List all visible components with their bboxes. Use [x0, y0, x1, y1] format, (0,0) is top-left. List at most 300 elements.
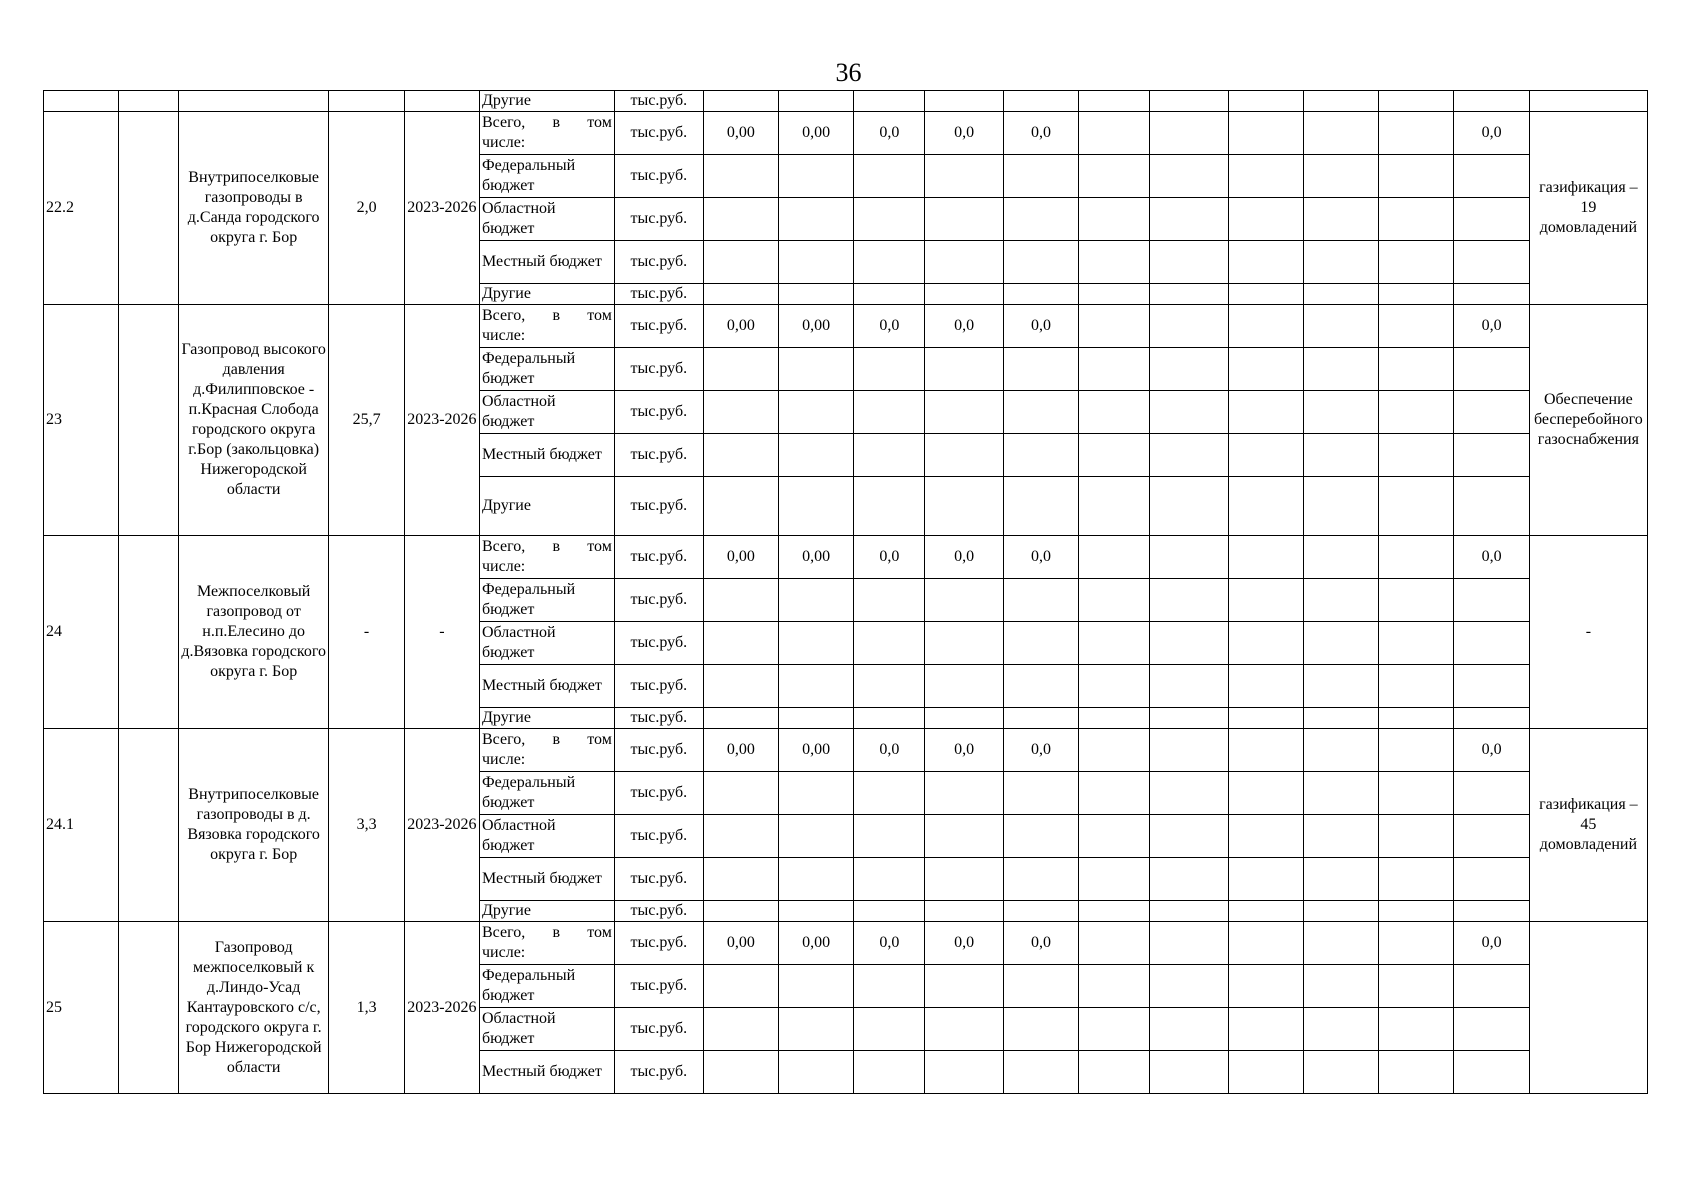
empty-cell — [1150, 665, 1228, 708]
empty-cell — [703, 858, 778, 901]
empty-cell — [1379, 241, 1454, 284]
source-label: Всего, в том числе: — [480, 922, 615, 965]
unit-cell: тыс.руб. — [614, 155, 703, 198]
empty-cell — [779, 965, 854, 1008]
empty-cell — [1454, 348, 1529, 391]
empty-cell — [1228, 536, 1303, 579]
empty-cell — [1079, 708, 1150, 729]
empty-cell — [1379, 858, 1454, 901]
empty-cell — [925, 815, 1003, 858]
empty-cell — [703, 155, 778, 198]
empty-cell — [1454, 91, 1529, 112]
empty-cell — [1150, 729, 1228, 772]
table-row — [44, 112, 1648, 155]
empty-cell — [1003, 1008, 1078, 1051]
unit-cell: тыс.руб. — [614, 1008, 703, 1051]
object-period: 2023-2026 — [404, 305, 479, 536]
empty-cell — [854, 1051, 925, 1094]
empty-cell — [1303, 901, 1378, 922]
empty-cell — [1003, 772, 1078, 815]
empty-cell — [779, 284, 854, 305]
source-label: Местный бюджет — [480, 858, 615, 901]
object-name: Межпоселковый газопровод от н.п.Елесино до д.Вязовка городского округа г. Бор — [178, 536, 329, 729]
empty-cell — [925, 477, 1003, 536]
empty-cell — [1003, 477, 1078, 536]
empty-cell — [1454, 901, 1529, 922]
object-result: газификация – 19 домовладений — [1529, 112, 1647, 305]
unit-cell: тыс.руб. — [614, 772, 703, 815]
empty-cell — [1303, 1051, 1378, 1094]
empty-cell — [1454, 1051, 1529, 1094]
empty-cell — [1379, 622, 1454, 665]
source-label: Федеральный бюджет — [480, 155, 615, 198]
empty-cell — [703, 434, 778, 477]
empty-cell — [1228, 305, 1303, 348]
unit-cell: тыс.руб. — [614, 348, 703, 391]
unit-cell: тыс.руб. — [614, 1051, 703, 1094]
empty-cell — [779, 155, 854, 198]
empty-cell — [1454, 665, 1529, 708]
empty-cell — [1003, 965, 1078, 1008]
empty-cell — [1379, 922, 1454, 965]
empty-cell — [925, 708, 1003, 729]
empty-cell — [1379, 901, 1454, 922]
empty-cell — [1079, 815, 1150, 858]
empty-cell — [1150, 815, 1228, 858]
empty-cell — [703, 708, 778, 729]
object-length: 3,3 — [329, 729, 404, 922]
source-label: Областной бюджет — [480, 198, 615, 241]
empty-cell — [1303, 922, 1378, 965]
empty-cell — [703, 579, 778, 622]
value-cell: 0,0 — [1454, 729, 1529, 772]
table-row — [44, 922, 1648, 965]
source-label: Другие — [480, 284, 615, 305]
empty-cell — [1303, 665, 1378, 708]
empty-cell — [1379, 1051, 1454, 1094]
empty-cell — [854, 434, 925, 477]
source-label: Всего, в том числе: — [480, 305, 615, 348]
value-cell: 0,0 — [1003, 536, 1078, 579]
empty-cell — [1150, 901, 1228, 922]
object-result: Обеспечение бесперебойного газоснабжения — [1529, 305, 1647, 536]
empty-cell — [779, 901, 854, 922]
table-row — [44, 305, 1648, 348]
empty-cell — [1379, 665, 1454, 708]
value-cell: 0,00 — [703, 305, 778, 348]
empty-cell — [1228, 901, 1303, 922]
source-label: Федеральный бюджет — [480, 348, 615, 391]
empty-cell — [1150, 348, 1228, 391]
empty-cell — [119, 729, 179, 922]
empty-cell — [1379, 729, 1454, 772]
empty-cell — [703, 1051, 778, 1094]
empty-cell — [1303, 536, 1378, 579]
empty-cell — [1228, 815, 1303, 858]
source-label: Всего, в том числе: — [480, 112, 615, 155]
empty-cell — [779, 91, 854, 112]
empty-cell — [1003, 901, 1078, 922]
empty-cell — [1003, 665, 1078, 708]
source-label: Всего, в том числе: — [480, 729, 615, 772]
empty-cell — [1454, 772, 1529, 815]
empty-cell — [1150, 155, 1228, 198]
source-label: Федеральный бюджет — [480, 579, 615, 622]
empty-cell — [1150, 579, 1228, 622]
empty-cell — [703, 391, 778, 434]
empty-cell — [1079, 579, 1150, 622]
empty-cell — [1454, 965, 1529, 1008]
empty-cell — [1303, 1008, 1378, 1051]
empty-cell — [1303, 815, 1378, 858]
empty-cell — [1150, 622, 1228, 665]
empty-cell — [1379, 198, 1454, 241]
object-number: 24 — [44, 536, 119, 729]
empty-cell — [1003, 1051, 1078, 1094]
value-cell: 0,0 — [925, 305, 1003, 348]
source-label: Местный бюджет — [480, 434, 615, 477]
object-name: Газопровод межпоселковый к д.Линдо-Усад Кантауровского с/с, городского округа г. Бор Нижегородской области — [178, 922, 329, 1094]
object-period: - — [404, 536, 479, 729]
value-cell: 0,00 — [703, 922, 778, 965]
empty-cell — [1228, 622, 1303, 665]
value-cell: 0,0 — [854, 112, 925, 155]
empty-cell — [1228, 1051, 1303, 1094]
empty-cell — [1454, 708, 1529, 729]
empty-cell — [779, 241, 854, 284]
investment-table — [43, 90, 1648, 1094]
empty-cell — [1228, 858, 1303, 901]
empty-cell — [779, 348, 854, 391]
unit-cell: тыс.руб. — [614, 579, 703, 622]
empty-cell — [1303, 579, 1378, 622]
empty-cell — [703, 815, 778, 858]
empty-cell — [925, 901, 1003, 922]
value-cell: 0,0 — [1003, 112, 1078, 155]
empty-cell — [779, 1051, 854, 1094]
unit-cell: тыс.руб. — [614, 729, 703, 772]
empty-cell — [1150, 241, 1228, 284]
empty-cell — [1228, 198, 1303, 241]
empty-cell — [854, 708, 925, 729]
empty-cell — [1150, 772, 1228, 815]
object-period: 2023-2026 — [404, 112, 479, 305]
empty-cell — [1228, 477, 1303, 536]
empty-cell — [1150, 708, 1228, 729]
empty-cell — [925, 241, 1003, 284]
empty-cell — [1003, 579, 1078, 622]
empty-cell — [1228, 729, 1303, 772]
empty-cell — [1150, 1051, 1228, 1094]
value-cell: 0,00 — [779, 729, 854, 772]
empty-cell — [1003, 622, 1078, 665]
empty-cell — [1150, 858, 1228, 901]
empty-cell — [1379, 772, 1454, 815]
empty-cell — [703, 241, 778, 284]
empty-cell — [925, 434, 1003, 477]
empty-cell — [925, 772, 1003, 815]
empty-cell — [779, 477, 854, 536]
empty-cell — [854, 965, 925, 1008]
empty-cell — [1079, 198, 1150, 241]
unit-cell: тыс.руб. — [614, 284, 703, 305]
empty-cell — [1303, 622, 1378, 665]
unit-cell: тыс.руб. — [614, 434, 703, 477]
empty-cell — [1079, 858, 1150, 901]
empty-cell — [119, 536, 179, 729]
unit-cell: тыс.руб. — [614, 708, 703, 729]
empty-cell — [854, 772, 925, 815]
source-label: Другие — [480, 477, 615, 536]
empty-cell — [779, 858, 854, 901]
empty-cell — [1150, 198, 1228, 241]
empty-cell — [703, 665, 778, 708]
value-cell: 0,00 — [779, 536, 854, 579]
object-length: 2,0 — [329, 112, 404, 305]
empty-cell — [1150, 922, 1228, 965]
source-label: Всего, в том числе: — [480, 536, 615, 579]
value-cell: 0,0 — [925, 112, 1003, 155]
empty-cell — [1379, 579, 1454, 622]
empty-cell — [1228, 922, 1303, 965]
value-cell: 0,0 — [1454, 536, 1529, 579]
object-result — [1529, 922, 1647, 1094]
empty-cell — [1454, 579, 1529, 622]
empty-cell — [925, 91, 1003, 112]
empty-cell — [1079, 284, 1150, 305]
object-number: 24.1 — [44, 729, 119, 922]
empty-cell — [1454, 391, 1529, 434]
value-cell: 0,0 — [925, 536, 1003, 579]
empty-cell — [703, 772, 778, 815]
object-number: 25 — [44, 922, 119, 1094]
empty-cell — [779, 815, 854, 858]
empty-cell — [1003, 91, 1078, 112]
empty-cell — [1303, 772, 1378, 815]
empty-cell — [925, 391, 1003, 434]
empty-cell — [1303, 284, 1378, 305]
empty-cell — [1079, 965, 1150, 1008]
empty-cell — [779, 708, 854, 729]
unit-cell: тыс.руб. — [614, 198, 703, 241]
empty-cell — [1454, 434, 1529, 477]
empty-cell — [1079, 622, 1150, 665]
empty-cell — [1079, 155, 1150, 198]
empty-cell — [1303, 858, 1378, 901]
empty-cell — [1079, 1051, 1150, 1094]
empty-cell — [703, 284, 778, 305]
unit-cell: тыс.руб. — [614, 91, 703, 112]
empty-cell — [1003, 434, 1078, 477]
empty-cell — [925, 155, 1003, 198]
empty-cell — [925, 284, 1003, 305]
empty-cell — [925, 198, 1003, 241]
source-label: Федеральный бюджет — [480, 772, 615, 815]
empty-cell — [1003, 708, 1078, 729]
empty-cell — [1003, 391, 1078, 434]
empty-cell — [1003, 815, 1078, 858]
empty-cell — [1079, 305, 1150, 348]
empty-cell — [854, 477, 925, 536]
object-name: Газопровод высокого давления д.Филипповское - п.Красная Слобода городского округа г.Бор (закольцовка) Нижегородской области — [178, 305, 329, 536]
empty-cell — [1379, 536, 1454, 579]
empty-cell — [1228, 112, 1303, 155]
value-cell: 0,0 — [1003, 922, 1078, 965]
empty-cell — [925, 622, 1003, 665]
empty-cell — [1079, 241, 1150, 284]
object-result: - — [1529, 536, 1647, 729]
empty-cell — [854, 858, 925, 901]
empty-cell — [1228, 772, 1303, 815]
empty-cell — [1379, 91, 1454, 112]
value-cell: 0,0 — [1454, 112, 1529, 155]
source-label: Местный бюджет — [480, 241, 615, 284]
empty-cell — [1303, 434, 1378, 477]
empty-cell — [1003, 284, 1078, 305]
empty-cell — [1379, 815, 1454, 858]
unit-cell: тыс.руб. — [614, 536, 703, 579]
source-label: Федеральный бюджет — [480, 965, 615, 1008]
empty-cell — [1303, 305, 1378, 348]
object-number: 22.2 — [44, 112, 119, 305]
empty-cell — [1150, 965, 1228, 1008]
empty-cell — [1303, 965, 1378, 1008]
value-cell: 0,0 — [1454, 305, 1529, 348]
empty-cell — [1150, 434, 1228, 477]
empty-cell — [1079, 434, 1150, 477]
empty-cell — [925, 665, 1003, 708]
empty-cell — [1228, 1008, 1303, 1051]
empty-cell — [1079, 729, 1150, 772]
object-length: 25,7 — [329, 305, 404, 536]
empty-cell — [1150, 391, 1228, 434]
value-cell: 0,00 — [779, 922, 854, 965]
empty-cell — [925, 579, 1003, 622]
empty-cell — [1379, 112, 1454, 155]
empty-cell — [854, 198, 925, 241]
empty-cell — [854, 284, 925, 305]
value-cell: 0,0 — [854, 922, 925, 965]
empty-cell — [779, 579, 854, 622]
value-cell: 0,00 — [779, 305, 854, 348]
empty-cell — [854, 579, 925, 622]
empty-cell — [1228, 241, 1303, 284]
empty-cell — [1079, 1008, 1150, 1051]
source-label: Областной бюджет — [480, 815, 615, 858]
object-name: Внутрипоселковые газопроводы в д.Санда городского округа г. Бор — [178, 112, 329, 305]
unit-cell: тыс.руб. — [614, 112, 703, 155]
empty-cell — [1379, 155, 1454, 198]
source-label: Другие — [480, 708, 615, 729]
empty-cell — [1454, 858, 1529, 901]
empty-cell — [1228, 284, 1303, 305]
unit-cell: тыс.руб. — [614, 305, 703, 348]
object-length: - — [329, 536, 404, 729]
empty-cell — [854, 348, 925, 391]
empty-cell — [1454, 477, 1529, 536]
unit-cell: тыс.руб. — [614, 391, 703, 434]
value-cell: 0,0 — [1003, 729, 1078, 772]
empty-cell — [1079, 536, 1150, 579]
unit-cell: тыс.руб. — [614, 965, 703, 1008]
empty-cell — [1150, 1008, 1228, 1051]
empty-cell — [1150, 91, 1228, 112]
empty-cell — [854, 241, 925, 284]
empty-cell — [1228, 665, 1303, 708]
empty-cell — [1228, 965, 1303, 1008]
empty-cell — [1379, 1008, 1454, 1051]
empty-cell — [1379, 348, 1454, 391]
unit-cell: тыс.руб. — [614, 241, 703, 284]
empty-cell — [1379, 284, 1454, 305]
source-label: Местный бюджет — [480, 665, 615, 708]
empty-cell — [1079, 772, 1150, 815]
unit-cell: тыс.руб. — [614, 815, 703, 858]
empty-cell — [1379, 477, 1454, 536]
object-period: 2023-2026 — [404, 729, 479, 922]
empty-cell — [1003, 858, 1078, 901]
empty-cell — [779, 622, 854, 665]
empty-cell — [1303, 348, 1378, 391]
empty-cell — [1529, 91, 1647, 112]
object-number: 23 — [44, 305, 119, 536]
empty-cell — [1228, 708, 1303, 729]
object-length: 1,3 — [329, 922, 404, 1094]
empty-cell — [1079, 901, 1150, 922]
empty-cell — [1228, 91, 1303, 112]
source-label: Местный бюджет — [480, 1051, 615, 1094]
empty-cell — [119, 112, 179, 305]
empty-cell — [779, 391, 854, 434]
empty-cell — [1150, 536, 1228, 579]
empty-cell — [925, 965, 1003, 1008]
empty-cell — [1379, 965, 1454, 1008]
empty-cell — [1228, 434, 1303, 477]
empty-cell — [1228, 348, 1303, 391]
empty-cell — [925, 348, 1003, 391]
empty-cell — [329, 91, 404, 112]
empty-cell — [703, 622, 778, 665]
value-cell: 0,0 — [1003, 305, 1078, 348]
empty-cell — [1454, 815, 1529, 858]
empty-cell — [1003, 348, 1078, 391]
empty-cell — [1003, 241, 1078, 284]
empty-cell — [1228, 391, 1303, 434]
empty-cell — [1228, 579, 1303, 622]
unit-cell: тыс.руб. — [614, 901, 703, 922]
empty-cell — [1079, 665, 1150, 708]
empty-cell — [1303, 708, 1378, 729]
empty-cell — [1454, 622, 1529, 665]
empty-cell — [854, 901, 925, 922]
empty-cell — [779, 198, 854, 241]
empty-cell — [1454, 241, 1529, 284]
empty-cell — [44, 91, 119, 112]
empty-cell — [779, 772, 854, 815]
table-row — [44, 729, 1648, 772]
empty-cell — [404, 91, 479, 112]
empty-cell — [1079, 477, 1150, 536]
empty-cell — [854, 1008, 925, 1051]
value-cell: 0,00 — [779, 112, 854, 155]
empty-cell — [703, 91, 778, 112]
empty-cell — [1454, 284, 1529, 305]
source-label: Областной бюджет — [480, 622, 615, 665]
object-period: 2023-2026 — [404, 922, 479, 1094]
value-cell: 0,0 — [925, 922, 1003, 965]
empty-cell — [119, 305, 179, 536]
empty-cell — [1379, 434, 1454, 477]
